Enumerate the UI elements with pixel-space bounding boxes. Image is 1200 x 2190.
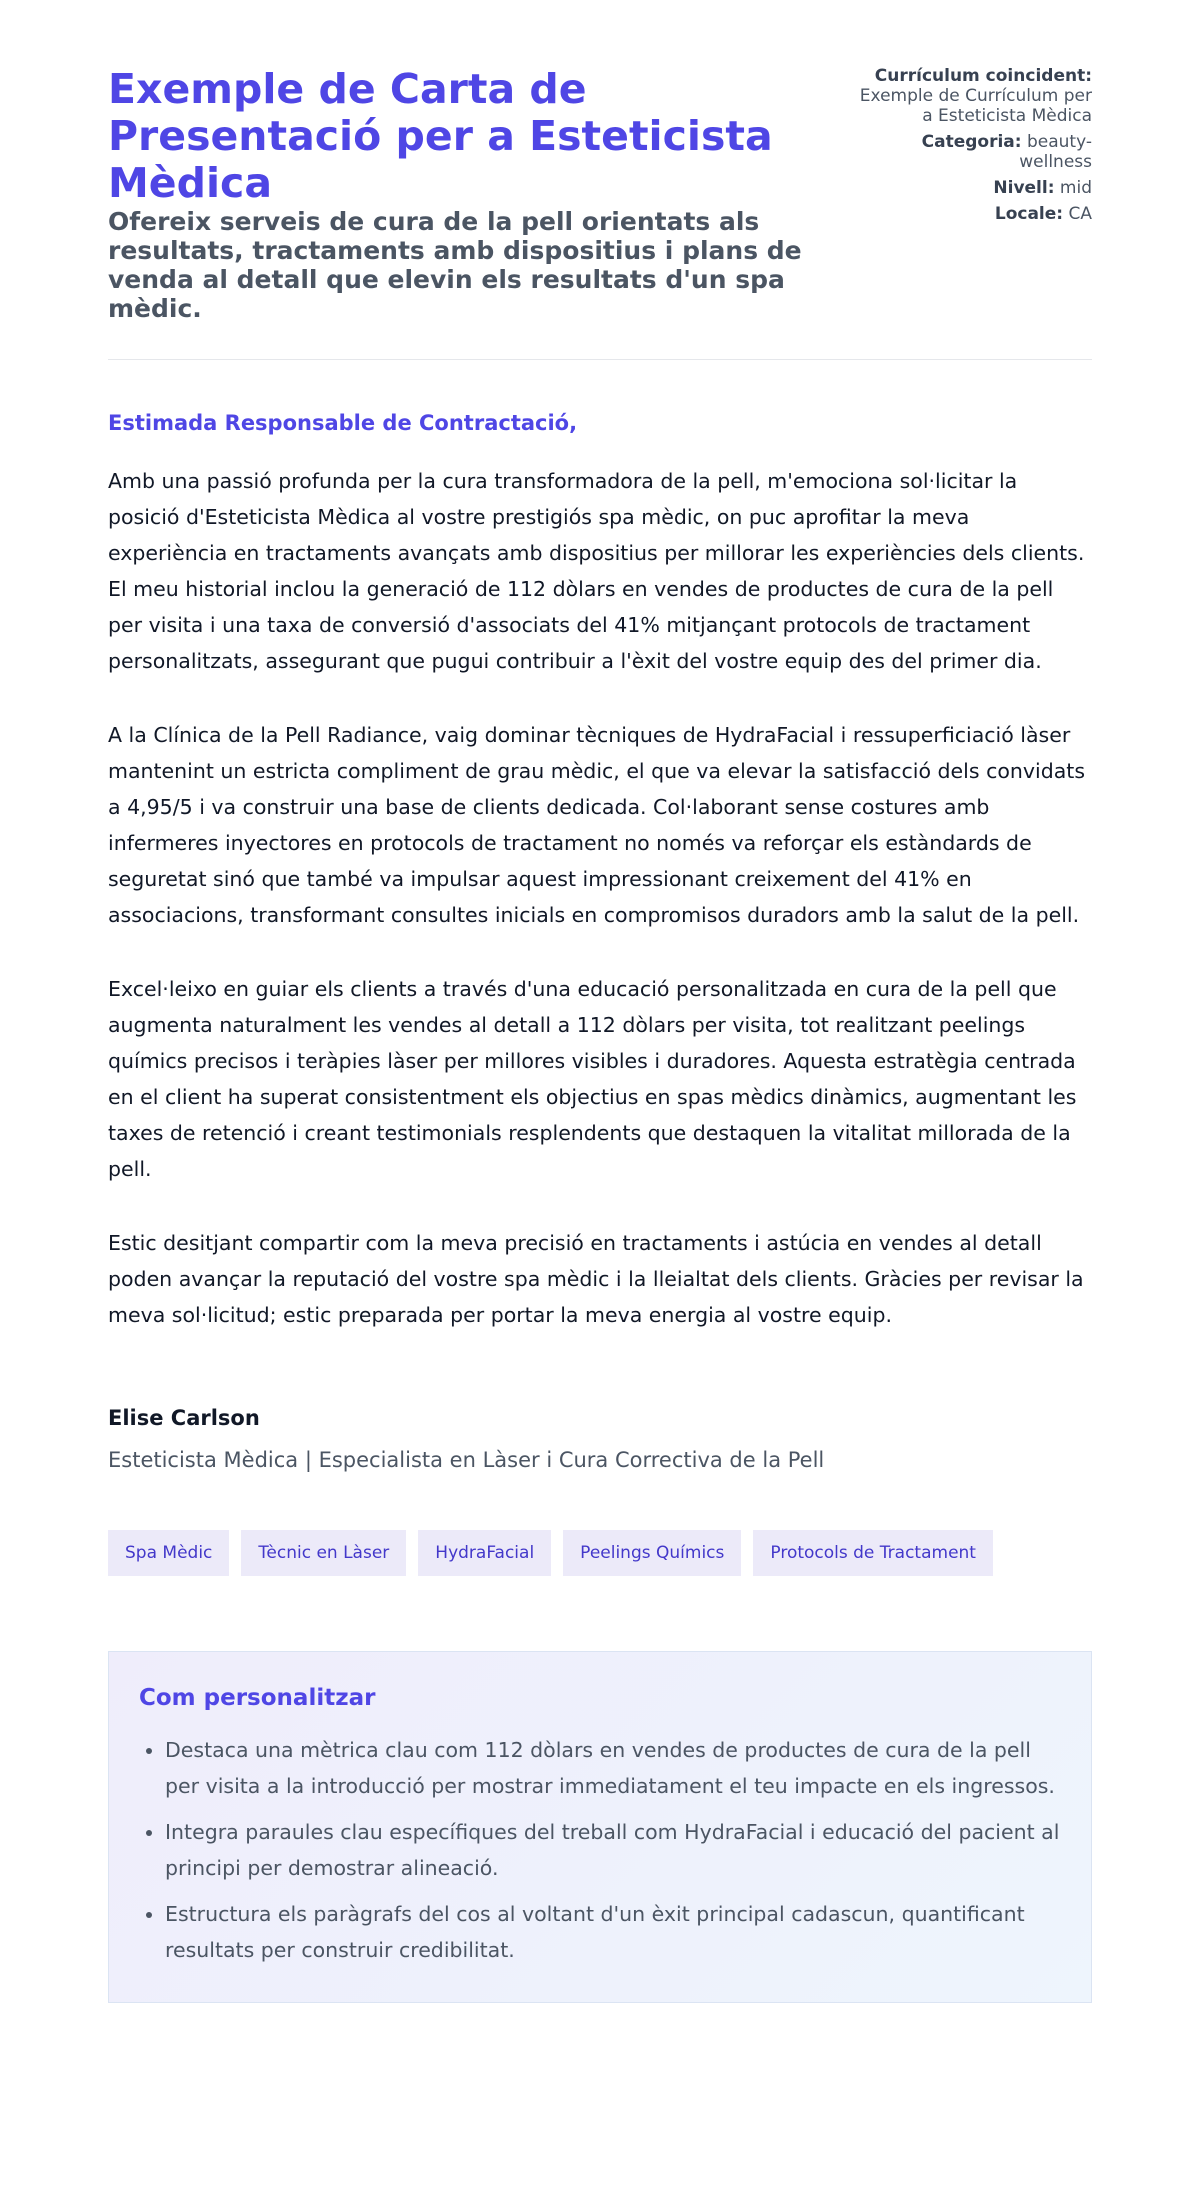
meta-resume — [852, 66, 1092, 126]
page-title: Exemple de Carta de Presentació per a Esteticista Mèdica — [108, 65, 773, 207]
tip-item: • Estructura els paràgrafs del cos al voltant d'un èxit principal cadascun, quantificant resultats per construir credibilitat. — [165, 1896, 1061, 1968]
skill-tag: Protocols de Tractament — [753, 1530, 993, 1576]
signature-block — [108, 1405, 1092, 1473]
meta-category-value: beauty-wellness — [1019, 132, 1092, 172]
page-subtitle: Ofereix serveis de cura de la pell orientats als resultats, tractaments amb dispositius i plans de venda al detall que elevin els resultats d'un spa mèdic. — [108, 207, 802, 323]
skill-tag: Spa Mèdic — [108, 1530, 229, 1576]
skill-tag: HydraFacial — [418, 1530, 551, 1576]
meta-locale-value: CA — [1068, 204, 1092, 224]
meta-resume-key: Currículum coincident: — [874, 66, 1092, 86]
page-header — [108, 0, 1092, 323]
letter-paragraph: Excel·leixo en guiar els clients a través d'una educació personalitzada en cura de la pell que augmenta naturalment les vendes al detall a 112 dòlars per visita, tot realitzant peelings químics precisos i teràpies làser per millores visibles i duradores. Aquesta estratègia centrada en el client ha superat consistentment els objectius en spas mèdics dinàmics, augmentant les taxes de retenció i creant testimonials resplendents que destaquen la vitalitat millorada de la pell. — [108, 977, 1077, 1181]
header-left — [108, 66, 828, 323]
signature-role: Esteticista Mèdica | Especialista en Làser i Cura Correctiva de la Pell — [108, 1448, 825, 1472]
customization-tips-box — [108, 1651, 1092, 2003]
meta-level-value: mid — [1059, 178, 1092, 198]
letter-paragraph: Amb una passió profunda per la cura transformadora de la pell, m'emociona sol·licitar la posició d'Esteticista Mèdica al vostre prestigiós spa mèdic, on puc aprofitar la meva experiència en tractaments avançats amb dispositius per millorar les experiències dels clients. El meu historial inclou la generació de 112 dòlars en vendes de productes de cura de la pell per visita i una taxa de conversió d'associats del 41% mitjançant protocols de tractament personalitzats, assegurant que pugui contribuir a l'èxit del vostre equip des del primer dia. — [108, 469, 1085, 673]
tip-item: • Destaca una mètrica clau com 112 dòlars en vendes de productes de cura de la pell per visita a la introducció per mostrar immediatament el teu impacte en els ingressos. — [165, 1732, 1061, 1804]
meta-category — [852, 132, 1092, 172]
meta-level — [852, 178, 1092, 198]
letter-paragraph: A la Clínica de la Pell Radiance, vaig dominar tècniques de HydraFacial i ressuperficiació làser mantenint un estricta compliment de grau mèdic, el que va elevar la satisfacció dels convidats a 4,95/5 i va construir una base de clients dedicada. Col·laborant sense costures amb infermeres inyectores en protocols de tractament no només va reforçar els estàndards de seguretat sinó que també va impulsar aquest impressionant creixement del 41% en associacions, transformant consultes inicials en compromisos duradors amb la salut de la pell. — [108, 723, 1085, 927]
tip-item: • Integra paraules clau específiques del treball com HydraFacial i educació del pacient al principi per demostrar alineació. — [165, 1814, 1061, 1886]
letter-salutation: Estimada Responsable de Contractació, — [108, 411, 578, 435]
meta-category-key: Categoria: — [921, 132, 1022, 152]
skill-tags — [108, 1530, 1092, 1576]
tips-list — [139, 1732, 1061, 1968]
meta-panel — [852, 66, 1092, 230]
meta-locale — [852, 204, 1092, 224]
tips-title: Com personalitzar — [139, 1685, 376, 1711]
meta-level-key: Nivell: — [993, 178, 1055, 198]
letter-paragraph: Estic desitjant compartir com la meva precisió en tractaments i astúcia en vendes al detall poden avançar la reputació del vostre spa mèdic i la lleialtat dels clients. Gràcies per revisar la meva sol·licitud; estic preparada per portar la meva energia al vostre equip. — [108, 1231, 1084, 1327]
meta-locale-key: Locale: — [994, 204, 1064, 224]
header-divider — [108, 359, 1092, 360]
skill-tag: Tècnic en Làser — [241, 1530, 406, 1576]
meta-resume-value: Exemple de Currículum per a Esteticista Mèdica — [859, 86, 1092, 126]
skill-tag: Peelings Químics — [563, 1530, 741, 1576]
signature-name: Elise Carlson — [108, 1406, 260, 1430]
